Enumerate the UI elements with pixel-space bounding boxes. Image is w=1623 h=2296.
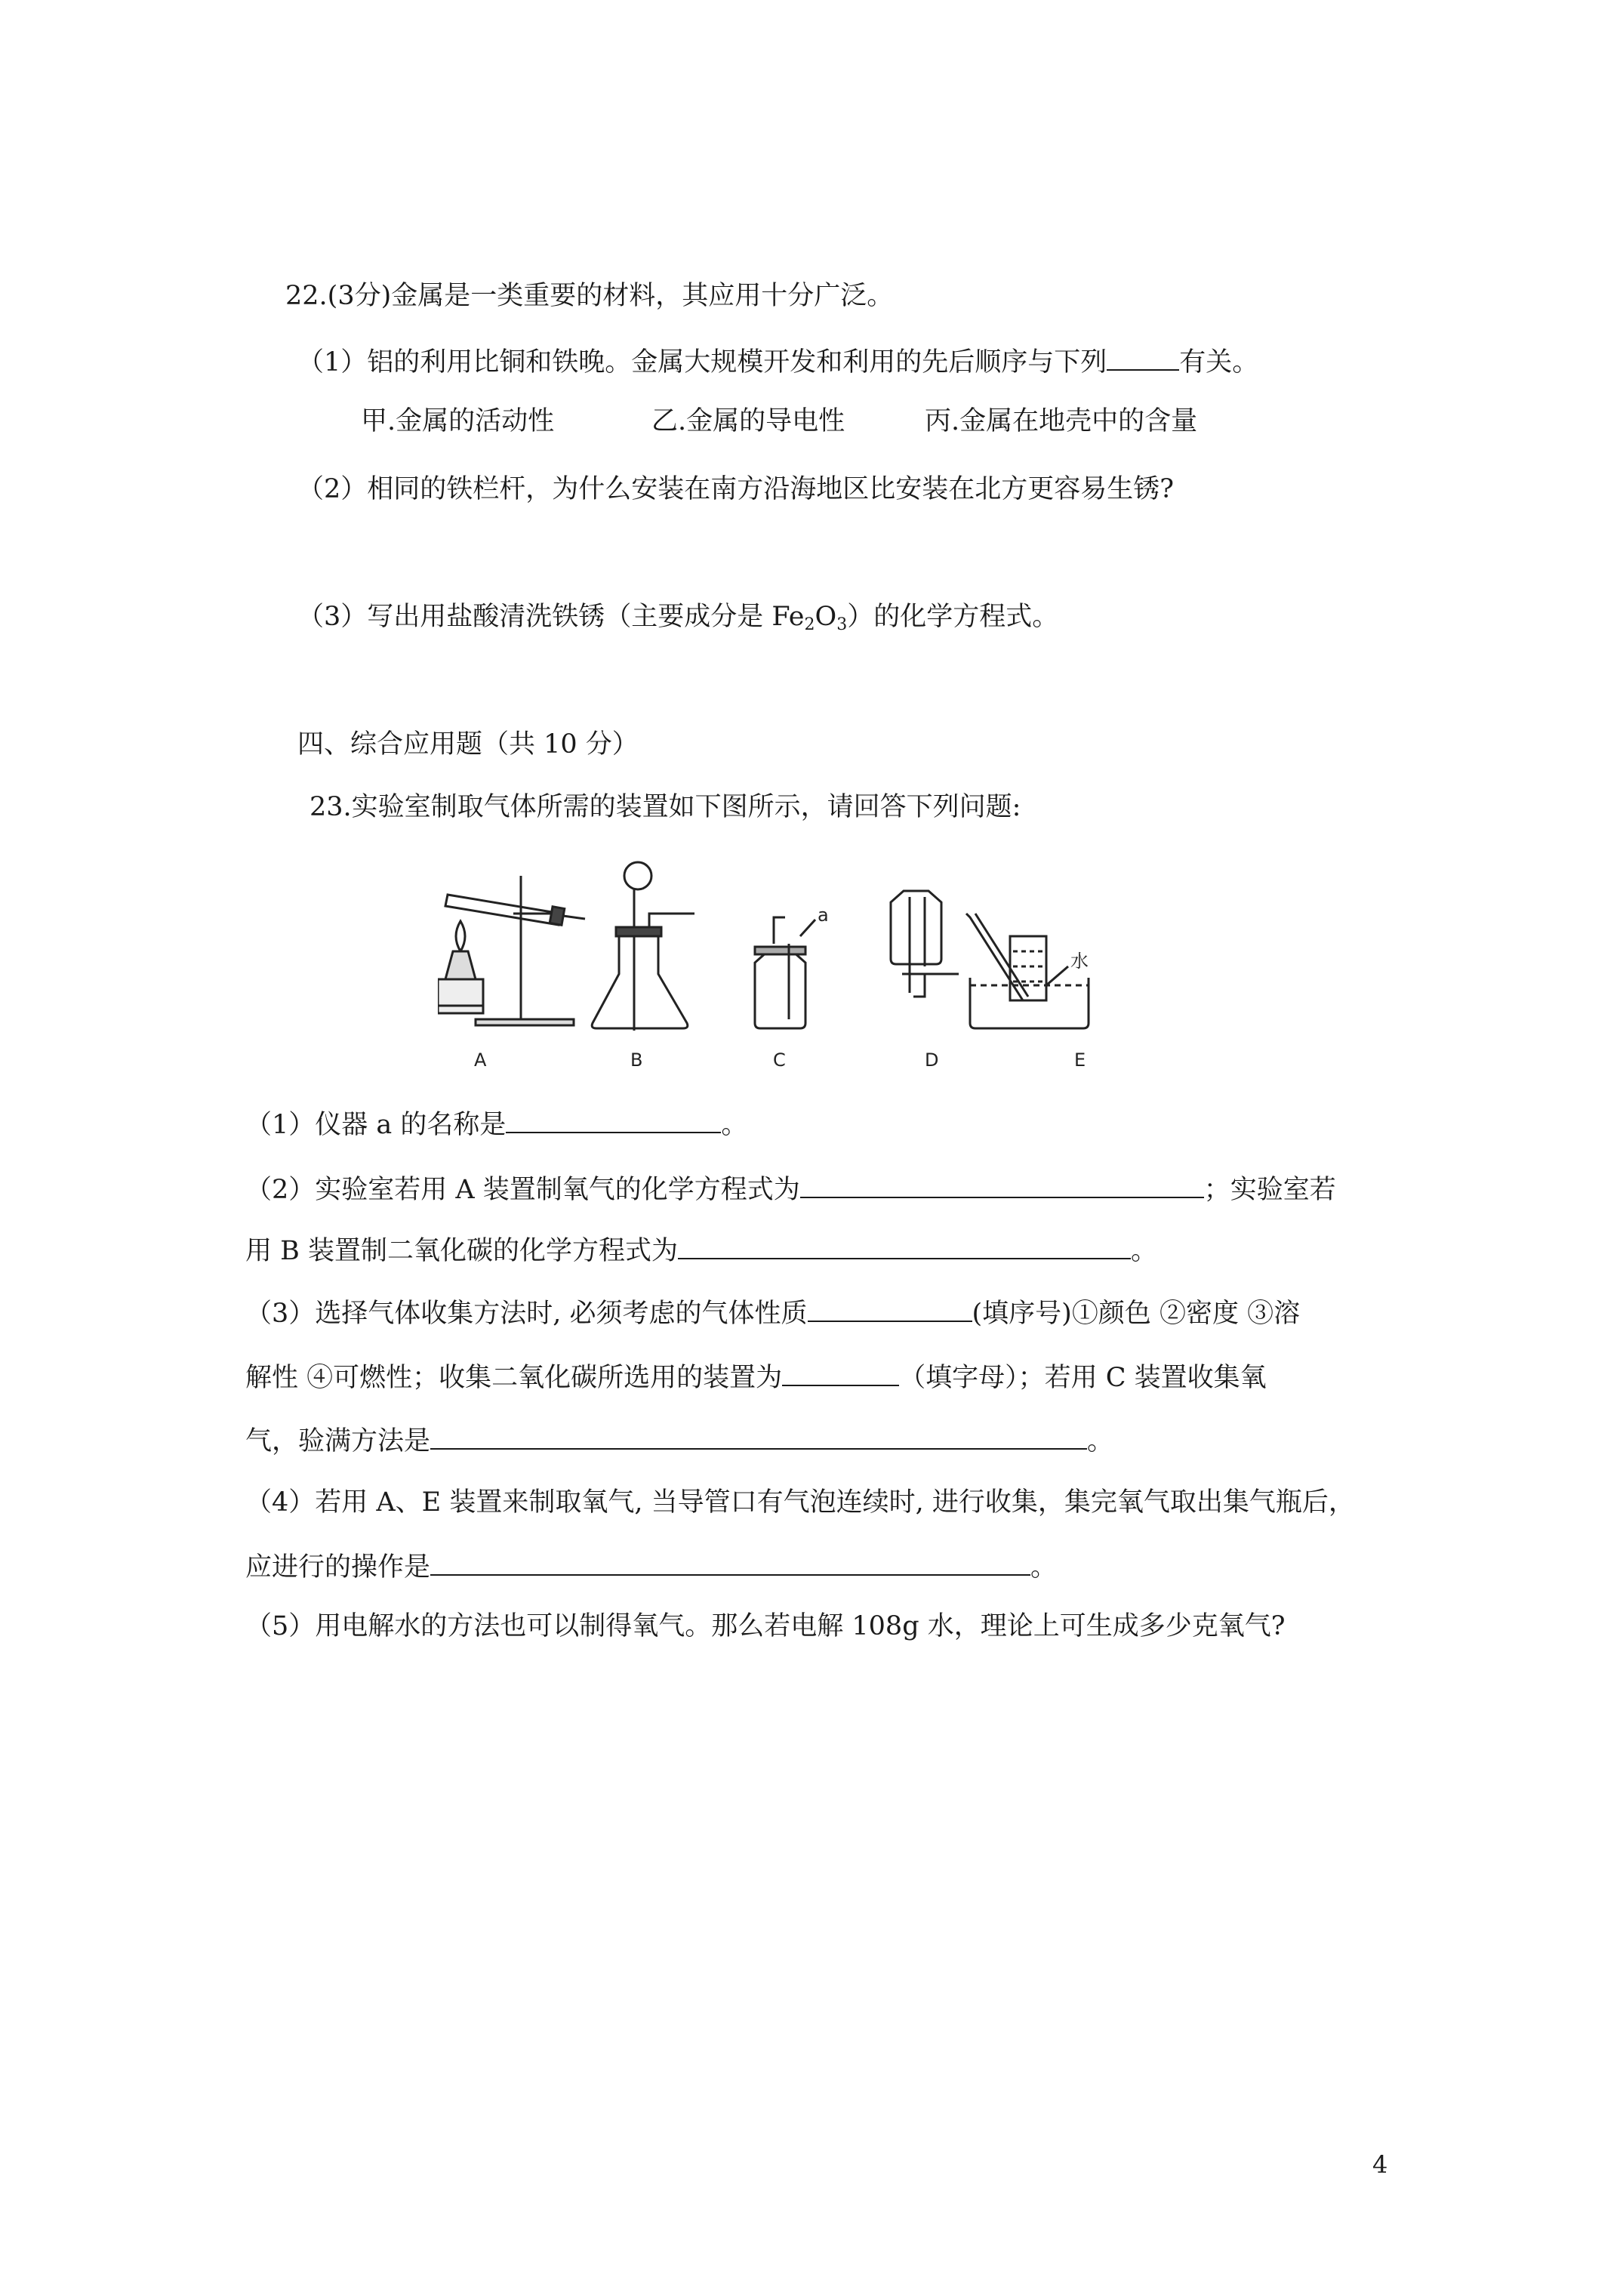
apparatus-c [755, 917, 815, 1028]
figure-label-b: B [630, 1049, 643, 1071]
apparatus-b [592, 862, 694, 1031]
figure-label-d: D [925, 1049, 939, 1071]
q23-part3b-tail: （填字母）；若用 C 装置收集氧 [899, 1363, 1267, 1393]
q22-part2: （2）相同的铁栏杆，为什么安装在南方沿海地区比安装在北方更容易生锈? [297, 474, 1175, 504]
q23-part1 [245, 1105, 747, 1143]
q22-part3-text: （3）写出用盐酸清洗铁锈（主要成分是 Fe [297, 602, 805, 632]
apparatus-a [438, 876, 585, 1025]
q23-part3-device-blank[interactable] [782, 1358, 899, 1386]
q23-part2b-tail: 。 [1130, 1236, 1157, 1266]
q23-part3-tail: (填序号)①颜色 ②密度 ③溶 [972, 1299, 1301, 1329]
q22-option-b: 乙.金属的导电性 [651, 406, 845, 436]
q22-part1 [297, 342, 1258, 381]
apparatus-d [891, 891, 959, 997]
q23-part2-oxygen-blank[interactable] [800, 1170, 1204, 1198]
q23-part4-line1: （4）若用 A、E 装置来制取氧气, 当导管口有气泡连续时, 进行收集，集完氧气取出集气瓶后， [245, 1487, 1355, 1518]
q23-part3-line3 [245, 1421, 1113, 1459]
figure-label-a: A [474, 1049, 487, 1071]
q23-part4-line2 [245, 1547, 1057, 1586]
q22-options [361, 403, 1197, 439]
q23-part3c-text: 气，验满方法是 [245, 1426, 431, 1456]
figure-label-e: E [1074, 1049, 1086, 1071]
q22-part1-tail: 有关。 [1179, 347, 1259, 378]
q22-part3-sub2: 3 [836, 615, 848, 634]
q22-option-c: 丙.金属在地壳中的含量 [925, 406, 1198, 436]
q23-part5: （5）用电解水的方法也可以制得氧气。那么若电解 108g 水，理论上可生成多少克氧气? [245, 1611, 1286, 1641]
page-number: 4 [1372, 2150, 1388, 2179]
q22-part3-o: O [815, 602, 837, 632]
q22-option-a: 甲.金属的活动性 [361, 406, 555, 436]
q22-title: 22.(3分)金属是一类重要的材料，其应用十分广泛。 [285, 281, 894, 311]
q23-part2b-text: 用 B 装置制二氧化碳的化学方程式为 [245, 1236, 678, 1266]
q22-part3-sub1: 2 [804, 615, 815, 634]
q23-part3-property-blank[interactable] [808, 1293, 972, 1322]
q23-part2-text: （2）实验室若用 A 装置制氧气的化学方程式为 [245, 1175, 800, 1205]
q23-part2-line2 [245, 1231, 1157, 1269]
q23-part4-tail: 。 [1030, 1552, 1058, 1583]
figure-label-c: C [773, 1049, 786, 1071]
q23-part1-tail: 。 [721, 1110, 748, 1140]
q23-part2-line1 [245, 1170, 1336, 1208]
apparatus-figure [438, 861, 1215, 1072]
q23-part3c-tail: 。 [1087, 1426, 1114, 1456]
q22-part1-answer-blank[interactable] [1107, 342, 1179, 371]
q23-part3-method-blank[interactable] [430, 1421, 1087, 1450]
q23-part1-answer-blank[interactable] [506, 1105, 721, 1133]
q23-part2-tail: ；实验室若 [1203, 1175, 1336, 1205]
q23-part3-line2 [245, 1358, 1267, 1396]
q23-part3b-text: 解性 ④可燃性；收集二氧化碳所选用的装置为 [245, 1363, 783, 1393]
q23-part4-text: 应进行的操作是 [245, 1552, 431, 1583]
figure-label-water: 水 [1070, 951, 1089, 972]
q23-title: 23.实验室制取气体所需的装置如下图所示，请回答下列问题: [310, 792, 1021, 822]
q23-part4-operation-blank[interactable] [430, 1547, 1030, 1576]
q23-part3-text: （3）选择气体收集方法时, 必须考虑的气体性质 [245, 1299, 808, 1329]
q22-part3-tail: ）的化学方程式。 [847, 602, 1059, 632]
q22-part1-text: （1）铝的利用比铜和铁晚。金属大规模开发和利用的先后顺序与下列 [297, 347, 1107, 378]
section4-heading: 四、综合应用题（共 10 分） [297, 729, 639, 760]
q23-part2-co2-blank[interactable] [678, 1231, 1131, 1259]
q23-part3-line1 [245, 1293, 1300, 1332]
q22-part3 [297, 599, 1058, 635]
q23-part1-text: （1）仪器 a 的名称是 [245, 1110, 507, 1140]
figure-label-instrument-a: a [818, 905, 829, 926]
